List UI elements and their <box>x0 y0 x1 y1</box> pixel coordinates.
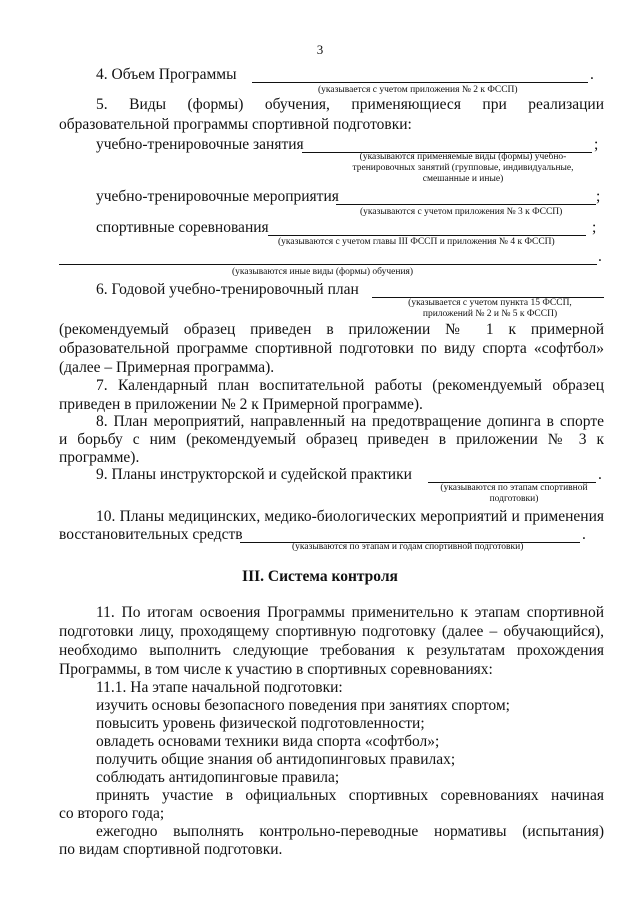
events-label: учебно-тренировочные мероприятия <box>96 188 339 205</box>
bullet-4: получить общие знания об антидопинговых правилах; <box>96 751 456 768</box>
compete-line-2: со второго года; <box>59 805 165 822</box>
item-6-note: (указывается с учетом пункта 15 ФССП, приложений № 2 и № 5 к ФССП) <box>408 298 572 319</box>
item-6-text: 6. Годовой учебно-тренировочный план <box>96 281 359 298</box>
item-11-1-title: 11.1. На этапе начальной подготовки: <box>96 679 343 696</box>
events-note: (указываются с учетом приложения № 3 к ФССП) <box>360 207 563 217</box>
other-forms-note: (указываются иные виды (формы) обучения) <box>232 267 414 277</box>
item-4-note: (указывается с учетом приложения № 2 к ФССП) <box>318 85 518 95</box>
other-forms-end: . <box>598 248 602 265</box>
item-9-text: 9. Планы инструкторской и судейской практики <box>96 466 412 483</box>
item-7-line-2: приведен в приложении № 2 к Примерной программе). <box>59 396 423 413</box>
item-10-end: . <box>582 526 586 543</box>
item-9-end: . <box>598 466 602 483</box>
bullet-3: овладеть основами техники вида спорта «софтбол»; <box>96 733 440 750</box>
item-11-line-3: необходимо выполнить следующие требования к результатам прохождения <box>59 642 604 659</box>
item-11-line-4: Программы, в том числе к участию в спортивных соревнованиях: <box>59 661 493 678</box>
item-4-text: 4. Объем Программы <box>96 66 237 83</box>
item-5-line-1: 5. Виды (формы) обучения, применяющиеся при реализации <box>96 96 604 113</box>
competitions-label: спортивные соревнования <box>96 219 269 236</box>
item-11-line-1: 11. По итогам освоения Программы применительно к этапам спортивной <box>96 604 604 621</box>
bullet-1: изучить основы безопасного поведения при занятиях спортом; <box>96 697 510 714</box>
bullet-2: повысить уровень физической подготовленности; <box>96 715 425 732</box>
item-9-note: (указываются по этапам спортивной подготовки) <box>440 483 588 504</box>
competitions-blank <box>268 235 586 236</box>
annual-line-2: по видам спортивной подготовки. <box>59 841 283 858</box>
events-blank <box>336 204 596 205</box>
item-6-para-line-1: (рекомендуемый образец приведен в приложении № 1 к примерной <box>59 321 604 338</box>
item-8-line-1: 8. План мероприятий, направленный на предотвращение допинга в спорте <box>96 413 604 430</box>
item-8-line-2: и борьбу с ним (рекомендуемый образец приведен в приложении № 3 к <box>59 431 604 448</box>
training-note: (указываются применяемые виды (формы) учебно- тренировочных занятий (групповые, индивидуальные, смешанные и иные) <box>352 152 574 184</box>
item-10-note: (указываются по этапам и годам спортивной подготовки) <box>292 542 524 552</box>
bullet-5: соблюдать антидопинговые правила; <box>96 769 340 786</box>
annual-line-1: ежегодно выполнять контрольно-переводные нормативы (испытания) <box>96 823 604 840</box>
item-4-blank <box>252 82 588 83</box>
training-end: ; <box>594 136 599 153</box>
other-forms-blank <box>59 264 597 265</box>
item-6-para-line-3: (далее – Примерная программа). <box>59 359 275 376</box>
item-10-line-1: 10. Планы медицинских, медико-биологических мероприятий и применения <box>96 508 604 525</box>
training-label: учебно-тренировочные занятия <box>96 136 304 153</box>
section-heading: III. Система контроля <box>242 568 398 585</box>
item-7-line-1: 7. Календарный план воспитательной работы (рекомендуемый образец <box>96 377 604 394</box>
competitions-note: (указываются с учетом главы III ФССП и приложения № 4 к ФССП) <box>278 237 555 247</box>
item-10-line-2: восстановительных средств <box>59 526 243 543</box>
item-6-para-line-2: образовательной программе спортивной подготовки по виду спорта «софтбол» <box>59 340 604 357</box>
events-end: ; <box>596 188 601 205</box>
item-11-line-2: подготовки лицу, проходящему спортивную подготовку (далее – обучающийся), <box>59 623 604 640</box>
competitions-end: ; <box>592 219 597 236</box>
item-4-end: . <box>590 66 594 83</box>
item-5-line-2: образовательной программы спортивной подготовки: <box>59 116 412 133</box>
page-number: 3 <box>316 42 324 57</box>
compete-line-1: принять участие в официальных спортивных соревнованиях начиная <box>96 787 604 804</box>
item-8-line-3: программе). <box>59 449 140 466</box>
